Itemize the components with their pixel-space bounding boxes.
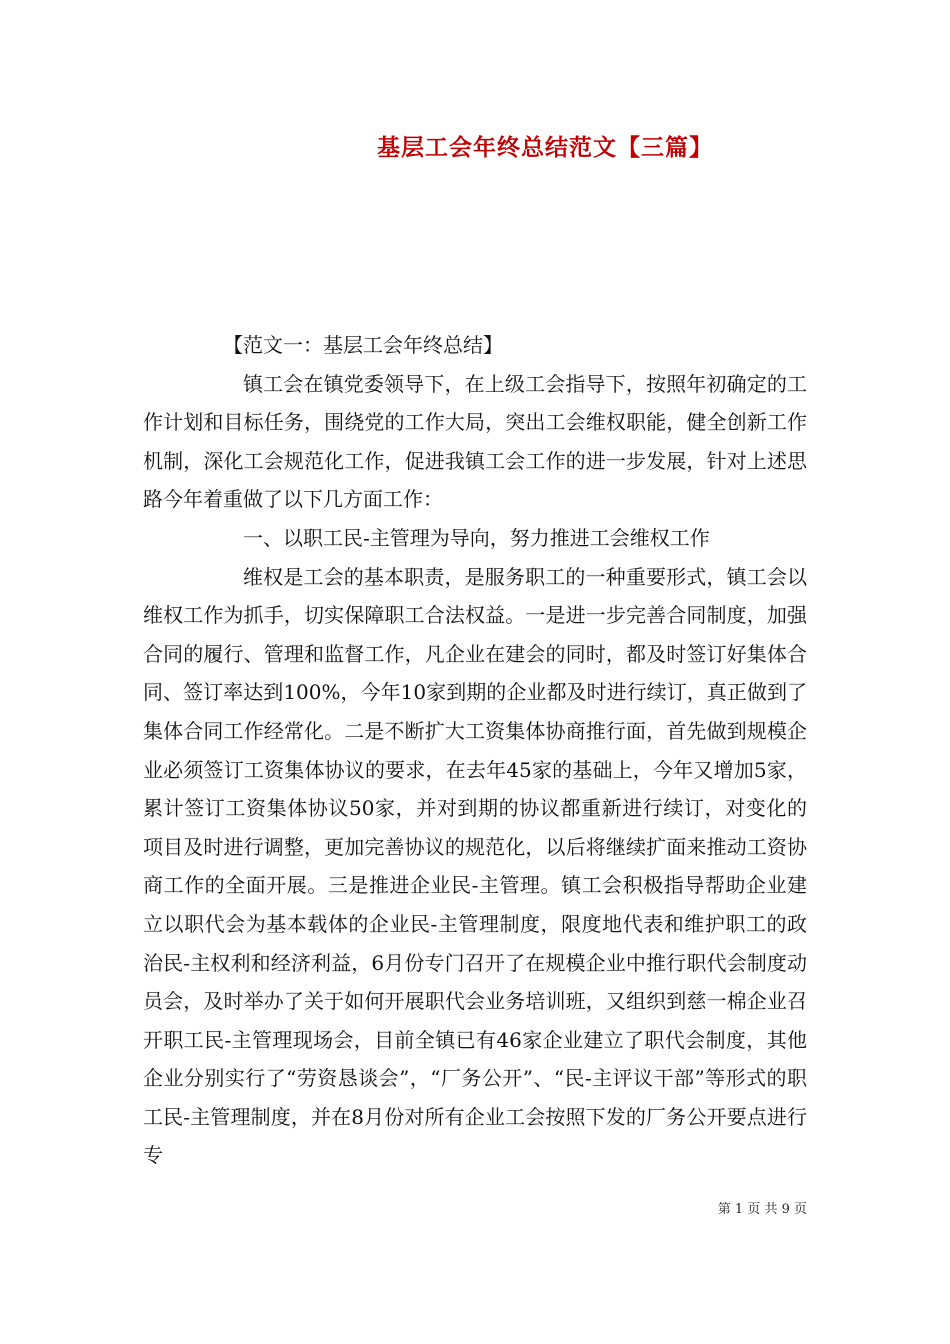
- document-body: [143, 326, 807, 1175]
- body-paragraph: 维权是工会的基本职责，是服务职工的一种重要形式，镇工会以维权工作为抓手，切实保障职工合法权益。一是进一步完善合同制度，加强合同的履行、管理和监督工作，凡企业在建会的同时，都及时签订好集体合同、签订率达到100%，今年10家到期的企业都及时进行续订，真正做到了集体合同工作经常化。二是不断扩大工资集体协商推行面，首先做到规模企业必须签订工资集体协议的要求，在去年45家的基础上，今年又增加5家，累计签订工资集体协议50家，并对到期的协议都重新进行续订，对变化的项目及时进行调整，更加完善协议的规范化，以后将继续扩面来推动工资协商工作的全面开展。三是推进企业民-主管理。镇工会积极指导帮助企业建立以职代会为基本载体的企业民-主管理制度，限度地代表和维护职工的政治民-主权利和经济利益，6月份专门召开了在规模企业中推行职代会制度动员会，及时举办了关于如何开展职代会业务培训班，又组织到慈一棉企业召开职工民-主管理现场会，目前全镇已有46家企业建立了职代会制度，其他企业分别实行了“劳资恳谈会”，“厂务公开”、“民-主评议干部”等形式的职工民-主管理制度，并在8月份对所有企业工会按照下发的厂务公开要点进行专: [143, 564, 807, 1168]
- section-heading: 一、以职工民-主管理为导向，努力推进工会维权工作: [243, 525, 710, 550]
- body-paragraph: 镇工会在镇党委领导下，在上级工会指导下，按照年初确定的工作计划和目标任务，围绕党的工作大局，突出工会维权职能，健全创新工作机制，深化工会规范化工作，促进我镇工会工作的进一步发展，针对上述思路今年着重做了以下几方面工作：: [143, 371, 807, 512]
- section-label: 【范文一：基层工会年终总结】: [223, 333, 503, 357]
- document-title: 基层工会年终总结范文【三篇】: [377, 134, 713, 161]
- page-number: 第 1 页 共 9 页: [717, 1202, 807, 1217]
